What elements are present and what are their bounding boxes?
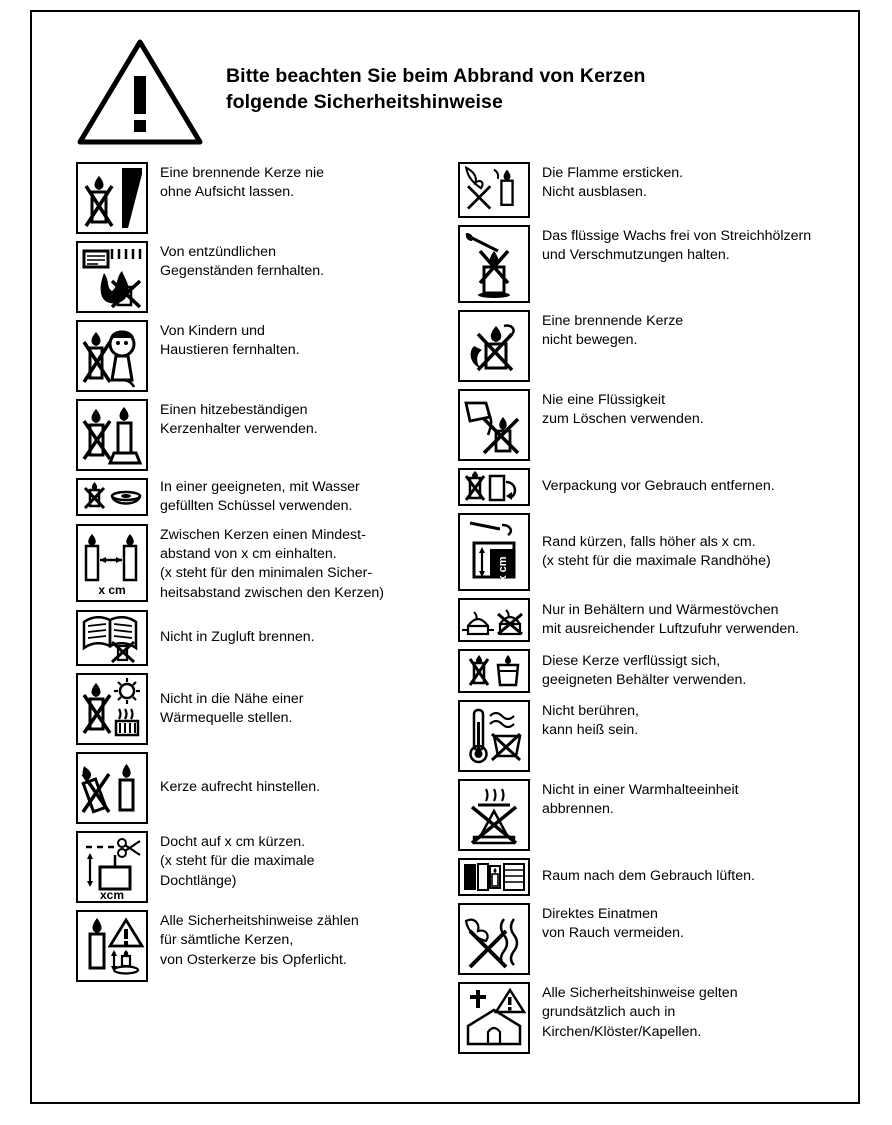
- list-item-text: Von Kindern und Haustieren fernhalten.: [160, 323, 300, 359]
- list-item: [458, 389, 838, 461]
- all-candle-types-icon: [76, 910, 148, 982]
- list-item: [458, 649, 838, 693]
- list-item: [458, 858, 838, 896]
- right-column: [446, 162, 838, 1061]
- trim-rim-height-icon: [458, 513, 530, 591]
- warning-triangle-exclamation-icon: [76, 36, 204, 148]
- list-item: [458, 513, 838, 591]
- list-item: [458, 982, 838, 1054]
- candle-upright-icon: [76, 752, 148, 824]
- list-item: [76, 478, 438, 517]
- list-item-text: Docht auf x cm kürzen. (x steht für die maximale Dochtlänge): [160, 833, 315, 889]
- list-item-text: Eine brennende Kerze nie ohne Aufsicht lassen.: [160, 165, 325, 201]
- flammable-objects-prohibited-icon: [76, 241, 148, 313]
- list-item: [458, 468, 838, 506]
- svg-text:xcm: xcm: [99, 887, 125, 901]
- remove-packaging-icon: [458, 468, 530, 506]
- children-pets-prohibited-icon: [76, 320, 148, 392]
- minimum-distance-icon: [76, 524, 148, 602]
- do-not-move-burning-candle-icon: [458, 310, 530, 382]
- list-item-text: Alle Sicherheitshinweise gelten grundsätzlich auch in Kirchen/Klöster/Kapellen.: [542, 985, 738, 1040]
- page-title-line2: folgende Sicherheitshinweise: [226, 90, 503, 113]
- candle-unattended-prohibited-icon: [76, 162, 148, 234]
- list-item-text: Direktes Einatmen von Rauch vermeiden.: [542, 906, 684, 942]
- list-item: [458, 779, 838, 851]
- church-chapel-icon: [458, 982, 530, 1054]
- avoid-smoke-inhalation-icon: [458, 903, 530, 975]
- no-draught-icon: [76, 610, 148, 666]
- list-item-text: Nicht in einer Warmhalteeinheit abbrennen.: [542, 782, 739, 818]
- list-item: [76, 524, 438, 603]
- list-item: [76, 673, 438, 745]
- ventilate-room-icon: [458, 858, 530, 896]
- list-item-text: Rand kürzen, falls höher als x cm. (x steht für die maximale Randhöhe): [542, 533, 771, 569]
- list-item-text: Eine brennende Kerze nicht bewegen.: [542, 313, 684, 349]
- list-item-text: Nie eine Flüssigkeit zum Löschen verwenden.: [542, 392, 704, 428]
- header: [54, 30, 838, 154]
- list-item-text: Einen hitzebeständigen Kerzenhalter verwenden.: [160, 402, 318, 438]
- list-item: [76, 399, 438, 471]
- no-warming-unit-icon: [458, 779, 530, 851]
- list-item: [76, 162, 438, 234]
- list-item-text: Die Flamme ersticken. Nicht ausblasen.: [542, 165, 684, 201]
- no-liquid-extinguish-icon: [458, 389, 530, 461]
- page-title: [226, 64, 646, 115]
- list-item-text: Das flüssige Wachs frei von Streichhölzern und Verschmutzungen halten.: [542, 228, 812, 264]
- list-item-text: Nur in Behältern und Wärmestövchen mit ausreichender Luftzufuhr verwenden.: [542, 601, 800, 637]
- list-item: [76, 910, 438, 982]
- svg-text:x cm: x cm: [497, 556, 509, 582]
- list-item-text: Diese Kerze verflüssigt sich, geeigneten Behälter verwenden.: [542, 652, 747, 688]
- list-item: [76, 752, 438, 824]
- list-item: [458, 700, 838, 772]
- list-item-text: Nicht in die Nähe einer Wärmequelle stellen.: [160, 690, 304, 726]
- list-item: [76, 241, 438, 313]
- snuff-flame-no-blowing-icon: [458, 162, 530, 218]
- list-item: [76, 610, 438, 666]
- list-item-text: Zwischen Kerzen einen Mindest- abstand von x cm einhalten. (x steht für den minimalen Sicher- heitsabstand zwischen den Kerzen): [160, 526, 384, 601]
- list-item: [458, 903, 838, 975]
- heat-resistant-holder-icon: [76, 399, 148, 471]
- list-item-text: Kerze aufrecht hinstellen.: [160, 779, 321, 796]
- hot-do-not-touch-icon: [458, 700, 530, 772]
- trim-wick-icon: [76, 831, 148, 903]
- list-item-text: Nicht berühren, kann heiß sein.: [542, 703, 639, 739]
- list-item: [458, 225, 838, 303]
- list-item: [76, 320, 438, 392]
- left-column: [54, 162, 446, 1061]
- list-item-text: Nicht in Zugluft brennen.: [160, 629, 315, 646]
- list-item: [458, 162, 838, 218]
- list-item: [458, 310, 838, 382]
- list-item: [76, 831, 438, 903]
- list-item-text: In einer geeigneten, mit Wasser gefüllten Schüssel verwenden.: [160, 479, 360, 515]
- list-item-text: Verpackung vor Gebrauch entfernen.: [542, 478, 775, 495]
- liquefying-candle-container-icon: [458, 649, 530, 693]
- list-item-text: Von entzündlichen Gegenständen fernhalten.: [160, 244, 325, 280]
- page-title-line1: Bitte beachten Sie beim Abbrand von Kerzen: [226, 65, 646, 87]
- svg-text:x cm: x cm: [98, 582, 126, 597]
- container-air-supply-icon: [458, 598, 530, 642]
- list-item-text: Raum nach dem Gebrauch lüften.: [542, 868, 755, 885]
- water-filled-bowl-icon: [76, 478, 148, 516]
- list-item-text: Alle Sicherheitshinweise zählen für sämtliche Kerzen, von Osterkerze bis Opferlicht.: [160, 912, 359, 968]
- no-heat-source-icon: [76, 673, 148, 745]
- wax-free-of-matches-icon: [458, 225, 530, 303]
- list-item: [458, 598, 838, 642]
